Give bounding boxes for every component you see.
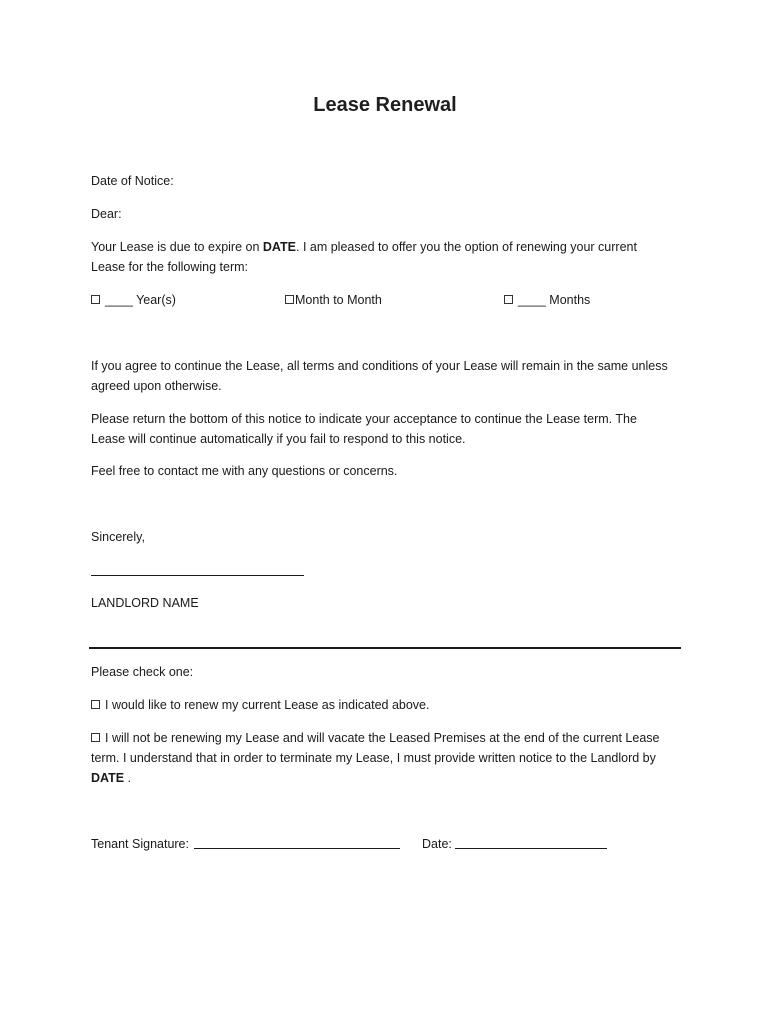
return-line1: Please return the bottom of this notice to indicate your acceptance to continue the Lease term. The: [91, 412, 637, 426]
return-paragraph: [91, 409, 691, 449]
term-option-months[interactable]: [504, 290, 590, 310]
checkbox-month-to-month[interactable]: [285, 295, 294, 304]
landlord-name: LANDLORD NAME: [91, 596, 199, 610]
years-label: Year(s): [136, 293, 176, 307]
checkbox-years[interactable]: [91, 295, 100, 304]
intro-text-part2: . I am pleased to offer you the option of renewing your current: [296, 240, 637, 254]
option-vacate-end: .: [124, 771, 132, 785]
date-label: Date:: [422, 837, 452, 851]
date-signature-line[interactable]: [455, 848, 607, 849]
months-label: Months: [549, 293, 591, 307]
option-vacate[interactable]: [91, 728, 691, 788]
intro-text-line2: Lease for the following term:: [91, 260, 249, 274]
tenant-signature-label: Tenant Signature:: [91, 837, 189, 851]
contact-paragraph: Feel free to contact me with any questions or concerns.: [91, 464, 398, 478]
section-divider: [89, 647, 681, 649]
checkbox-months[interactable]: [504, 295, 513, 304]
check-one-label: Please check one:: [91, 665, 194, 679]
option-renew[interactable]: [91, 695, 429, 715]
years-blank: ____: [105, 293, 133, 307]
months-blank: ____: [518, 293, 546, 307]
expiry-date-placeholder: DATE: [262, 240, 296, 254]
continue-line1: If you agree to continue the Lease, all terms and conditions of your Lease will remain in the same unless: [91, 359, 668, 373]
termination-date-placeholder: DATE: [91, 771, 125, 785]
continue-paragraph: [91, 356, 691, 396]
intro-paragraph: [91, 237, 691, 277]
salutation: Dear:: [91, 207, 122, 221]
closing: Sincerely,: [91, 530, 145, 544]
option-renew-label: I would like to renew my current Lease as indicated above.: [105, 698, 430, 712]
option-vacate-line2: term. I understand that in order to terminate my Lease, I must provide written notice to the Landlord by: [91, 751, 656, 765]
checkbox-renew[interactable]: [91, 700, 100, 709]
return-line2: Lease will continue automatically if you fail to respond to this notice.: [91, 432, 466, 446]
tenant-signature-line[interactable]: [194, 848, 400, 849]
continue-line2: agreed upon otherwise.: [91, 379, 222, 393]
term-option-month-to-month[interactable]: [285, 290, 382, 310]
document-title: Lease Renewal: [313, 94, 457, 116]
checkbox-vacate[interactable]: [91, 733, 100, 742]
intro-text-part1: Your Lease is due to expire on: [91, 240, 263, 254]
date-of-notice-label: Date of Notice:: [91, 174, 174, 188]
term-option-years[interactable]: [91, 290, 176, 310]
landlord-signature-line[interactable]: [91, 575, 304, 576]
month-to-month-label: Month to Month: [295, 293, 382, 307]
option-vacate-line1: I will not be renewing my Lease and will vacate the Leased Premises at the end of the current Lease: [105, 731, 660, 745]
